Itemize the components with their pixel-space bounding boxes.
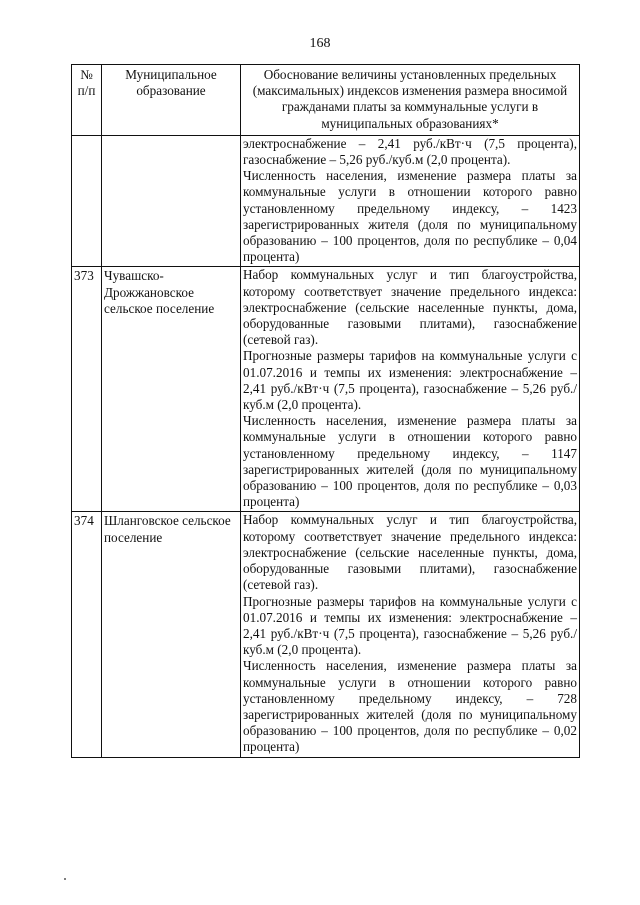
paragraph: Прогнозные размеры тарифов на коммунальные услуги с 01.07.2016 и темпы их изменения: электроснабжение – 2,41 руб./кВт·ч (7,5 процента), газоснабжение – 5,26 руб./куб.м (2,0 процента). <box>243 348 577 413</box>
paragraph: Численность населения, изменение размера платы за коммунальные услуги в отношении которого равно установленному предельному индексу, – 728 зарегистрированных жителей (доля по муниципальному образованию – 100 процентов, доля по республике – 0,02 процента) <box>243 658 577 755</box>
row-num: 374 <box>72 512 102 757</box>
tariff-justification-table <box>71 64 580 758</box>
scan-speck <box>64 878 66 880</box>
row-num <box>72 135 102 267</box>
header-municipality: Муниципальное образование <box>102 65 241 136</box>
table-row <box>72 135 580 267</box>
row-municipality <box>102 135 241 267</box>
row-justification <box>241 267 580 512</box>
paragraph: Прогнозные размеры тарифов на коммунальные услуги с 01.07.2016 и темпы их изменения: электроснабжение – 2,41 руб./кВт·ч (7,5 процента), газоснабжение – 5,26 руб./куб.м (2,0 процента). <box>243 593 577 658</box>
row-municipality: Шланговское сельское поселение <box>102 512 241 757</box>
paragraph: Набор коммунальных услуг и тип благоустройства, которому соответствует значение предельного индекса: электроснабжение (сельские населенные пункты, дома, оборудованные газовыми плитами), газоснабжение (сетевой газ). <box>243 512 577 593</box>
row-num: 373 <box>72 267 102 512</box>
paragraph: Набор коммунальных услуг и тип благоустройства, которому соответствует значение предельного индекса: электроснабжение (сельские населенные пункты, дома, оборудованные газовыми плитами), газоснабжение (сетевой газ). <box>243 267 577 348</box>
header-justification: Обоснование величины установленных предельных (максимальных) индексов изменения размера вносимой гражданами платы за коммунальные услуги в муниципальных образованиях* <box>241 65 580 136</box>
paragraph: Численность населения, изменение размера платы за коммунальные услуги в отношении которого равно установленному предельному индексу, – 1147 зарегистрированных жителей (доля по муниципальному образованию – 100 процентов, доля по республике – 0,03 процента) <box>243 413 577 510</box>
row-justification <box>241 135 580 267</box>
row-municipality: Чувашско-Дрожжановское сельское поселение <box>102 267 241 512</box>
page-number: 168 <box>309 36 331 51</box>
row-justification <box>241 512 580 757</box>
table-header-row <box>72 65 580 136</box>
paragraph: электроснабжение – 2,41 руб./кВт·ч (7,5 процента), газоснабжение – 5,26 руб./куб.м (2,0 процента). <box>243 135 577 168</box>
header-num: № п/п <box>72 65 102 136</box>
table-row <box>72 512 580 757</box>
paragraph: Численность населения, изменение размера платы за коммунальные услуги в отношении которого равно установленному предельному индексу, – 1423 зарегистрированных жителя (доля по муниципальному образованию – 100 процентов, доля по республике – 0,04 процента) <box>243 168 577 265</box>
table-row <box>72 267 580 512</box>
